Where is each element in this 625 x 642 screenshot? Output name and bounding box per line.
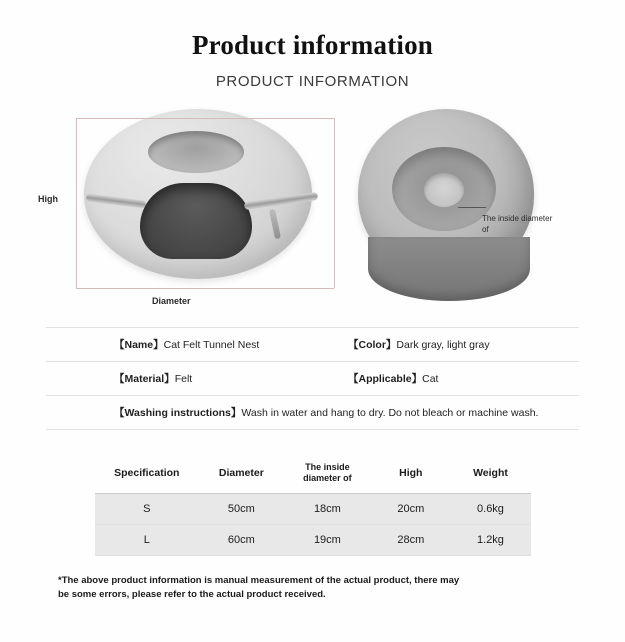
header-weight: Weight xyxy=(450,454,530,494)
info-cell-applicable xyxy=(308,371,579,386)
info-cell-name xyxy=(46,337,308,352)
side-view-illustration xyxy=(358,109,558,299)
material-label: 【Material】 xyxy=(114,373,175,385)
page-title: Product information xyxy=(191,30,434,60)
material-value: Felt xyxy=(174,373,193,385)
donut-bed-illustration xyxy=(84,109,324,289)
table-row xyxy=(95,494,531,525)
applicable-label: 【Applicable】 xyxy=(348,373,423,385)
product-info-table xyxy=(46,327,579,430)
table-row xyxy=(95,525,531,556)
cell-inside-diameter: 18cm xyxy=(284,494,372,525)
height-guide-line xyxy=(76,118,77,288)
bottom-guide-line xyxy=(76,288,334,289)
side-view-base xyxy=(368,237,530,301)
washing-label: 【Washing instructions】 xyxy=(114,407,242,419)
applicable-value: Cat xyxy=(422,373,439,385)
header-specification: Specification xyxy=(95,454,200,494)
color-value: Dark gray, light gray xyxy=(396,339,490,351)
info-row-name-color xyxy=(46,327,579,362)
side-view-inner-hole xyxy=(424,173,464,207)
donut-top-hole xyxy=(148,131,244,173)
footnote xyxy=(58,574,558,602)
diameter-label: Diameter xyxy=(152,296,191,306)
footnote-line-2: be some errors, please refer to the actual product received. xyxy=(58,589,326,600)
page-subtitle: PRODUCT INFORMATION xyxy=(215,73,410,90)
info-cell-washing xyxy=(46,405,579,420)
footnote-line-1: *The above product information is manual measurement of the actual product, there may xyxy=(58,575,460,586)
product-photo-area xyxy=(0,104,625,319)
cell-specification: S xyxy=(95,494,200,525)
color-label: 【Color】 xyxy=(348,339,397,351)
cell-diameter: 60cm xyxy=(199,525,284,556)
cell-high: 20cm xyxy=(371,494,450,525)
header-diameter: Diameter xyxy=(199,454,284,494)
cell-weight: 1.2kg xyxy=(450,525,530,556)
high-label: High xyxy=(38,194,58,204)
table-header xyxy=(95,454,531,494)
cell-diameter: 50cm xyxy=(199,494,284,525)
table-header-row xyxy=(95,454,531,494)
cell-inside-diameter: 19cm xyxy=(284,525,372,556)
inside-diameter-label: The inside diameter of xyxy=(482,214,553,234)
name-value: Cat Felt Tunnel Nest xyxy=(163,339,260,351)
info-row-material-applicable xyxy=(46,362,579,396)
specification-table xyxy=(95,454,531,556)
table-body xyxy=(95,494,531,556)
cell-high: 28cm xyxy=(371,525,450,556)
donut-tunnel-opening xyxy=(140,183,252,259)
cell-weight: 0.6kg xyxy=(450,494,530,525)
inside-diameter-guide-line xyxy=(458,207,486,208)
info-cell-color xyxy=(308,337,579,352)
name-label: 【Name】 xyxy=(114,339,164,351)
washing-value: Wash in water and hang to dry. Do not bleach or machine wash. xyxy=(241,407,539,419)
info-row-washing xyxy=(46,396,579,430)
header-inside-diameter: The inside diameter of xyxy=(284,454,372,494)
top-guide-line xyxy=(76,118,334,119)
info-cell-material xyxy=(46,371,308,386)
header-high: High xyxy=(371,454,450,494)
cell-specification: L xyxy=(95,525,200,556)
right-guide-line xyxy=(334,118,335,288)
